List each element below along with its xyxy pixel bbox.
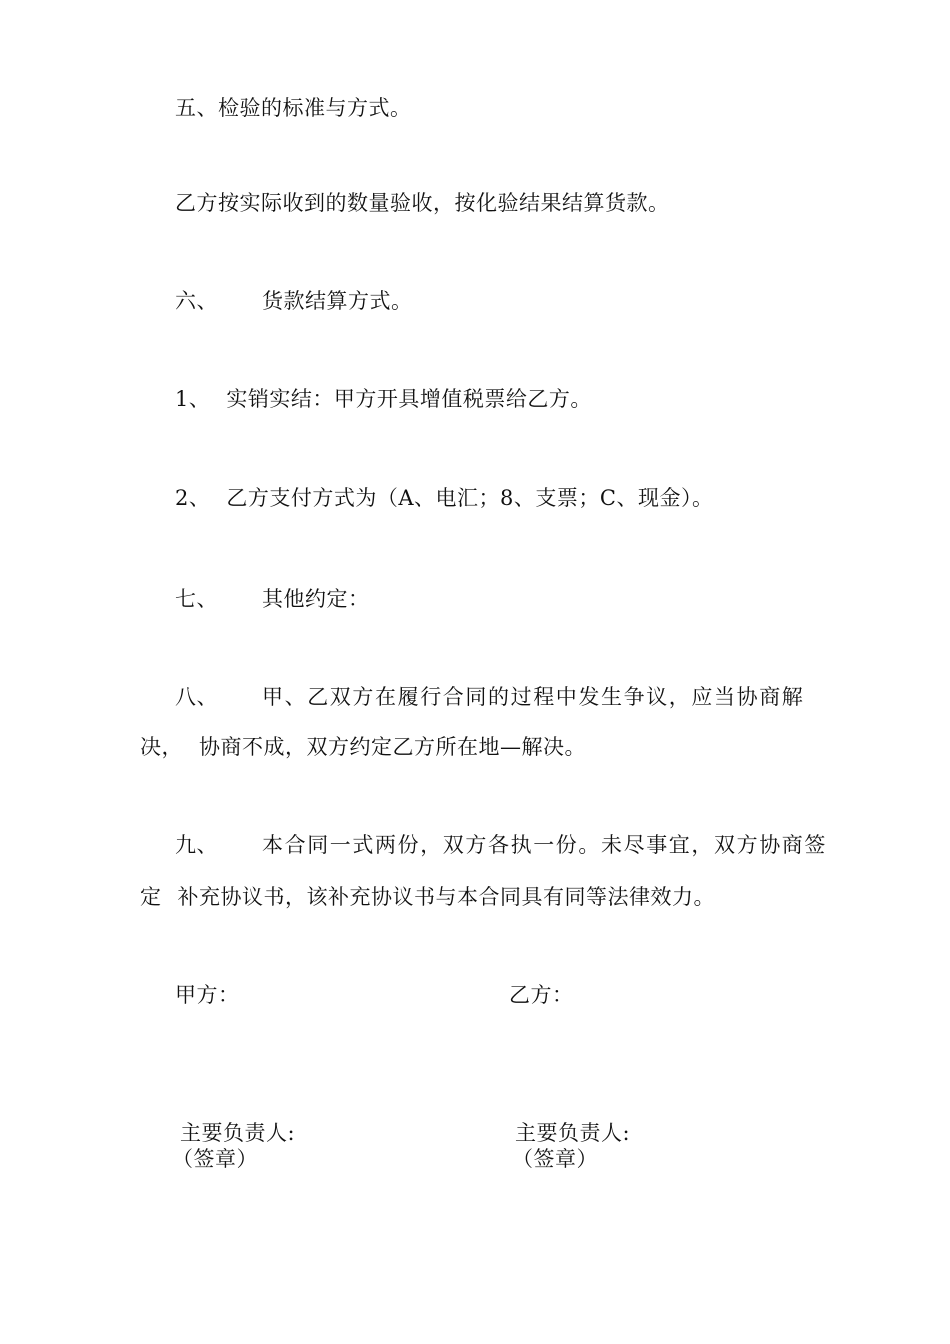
section-7-title: 其他约定：	[262, 587, 370, 611]
party-a-label: 甲方：	[175, 983, 240, 1007]
item-2-number: 2、	[175, 486, 211, 510]
item-2-text: 乙方支付方式为（A、电汇；8、支票；C、现金）。	[226, 486, 714, 510]
section-5-body: 乙方按实际收到的数量验收，按化验结果结算货款。	[175, 191, 670, 215]
section-7-heading	[175, 584, 370, 614]
section-9-line-2	[140, 882, 715, 912]
section-9-line-1	[175, 830, 827, 860]
section-6-item-1	[175, 384, 592, 414]
section-9-number: 九、	[175, 833, 218, 857]
item-1-number: 1、	[175, 387, 211, 411]
party-b-seal: （签章）	[512, 1147, 598, 1171]
section-8-line-2-rest: 协商不成，双方约定乙方所在地—解决。	[199, 735, 586, 759]
section-9-text: 本合同一式两份，双方各执一份。未尽事宜，双方协商签	[262, 833, 827, 857]
party-a-seal: （签章）	[172, 1147, 258, 1171]
section-8-text: 甲、乙双方在履行合同的过程中发生争议，应当协商解	[262, 685, 805, 709]
item-1-text: 实销实结：甲方开具增值税票给乙方。	[226, 387, 592, 411]
section-7-number: 七、	[175, 587, 218, 611]
section-6-heading	[175, 286, 413, 316]
section-8-line-2-start: 决，	[140, 735, 183, 759]
section-6-number: 六、	[175, 289, 218, 313]
section-8-line-2	[140, 732, 586, 762]
section-9-line-2-rest: 补充协议书，该补充协议书与本合同具有同等法律效力。	[177, 885, 715, 909]
section-6-item-2	[175, 483, 713, 513]
party-b-label: 乙方：	[509, 983, 574, 1007]
section-8-number: 八、	[175, 685, 218, 709]
section-8-line-1	[175, 682, 804, 712]
section-9-line-2-start: 定	[140, 885, 162, 909]
party-a-responsible: 主要负责人:	[180, 1121, 296, 1145]
section-5-heading: 五、检验的标准与方式。	[175, 96, 412, 120]
section-6-title: 货款结算方式。	[262, 289, 413, 313]
party-b-responsible: 主要负责人:	[515, 1121, 631, 1145]
